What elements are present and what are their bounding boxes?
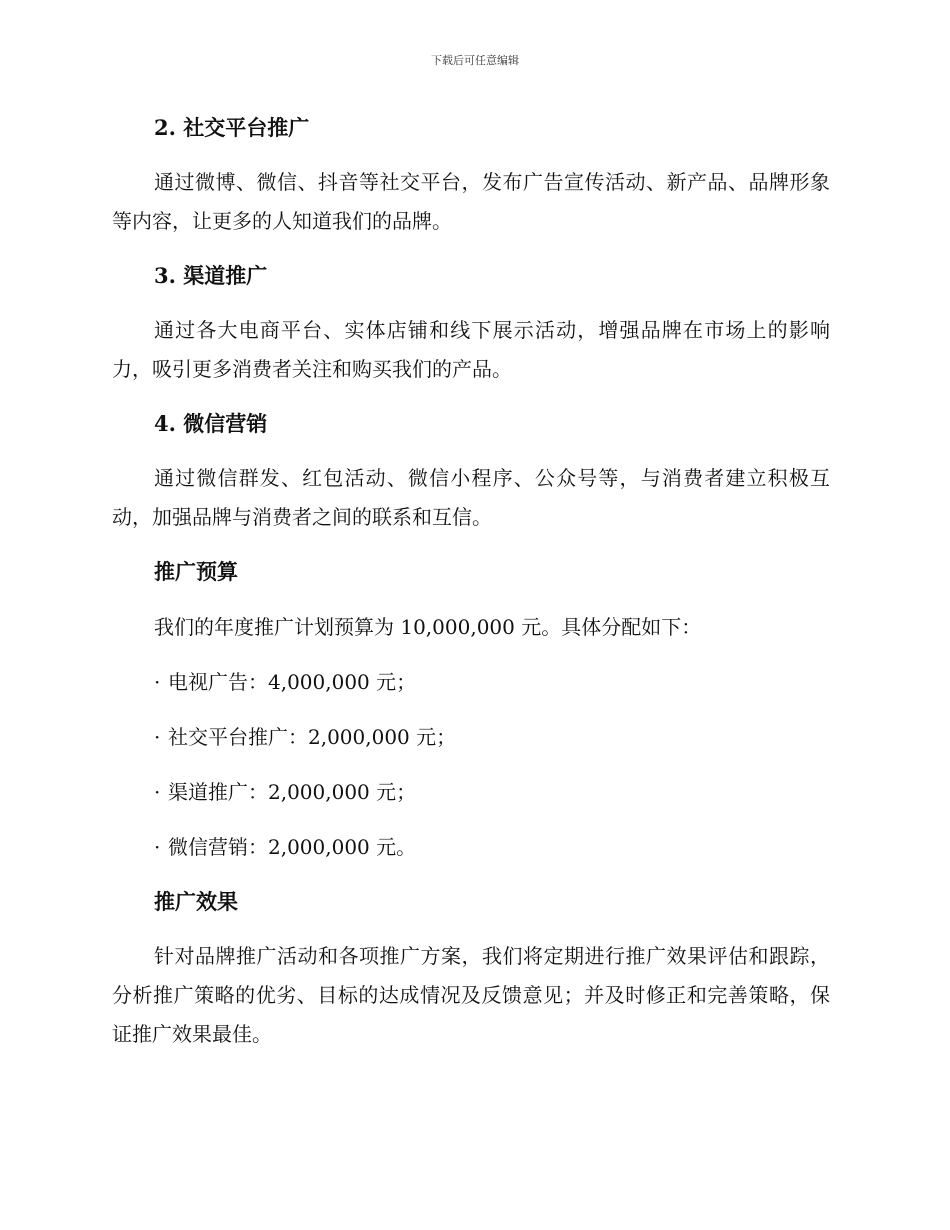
budget-item-social (112, 717, 830, 757)
bullet-dot: · (154, 835, 161, 859)
budget-item-text: 渠道推广：2,000,000 元； (168, 780, 417, 804)
section-heading-budget: 推广预算 (154, 559, 238, 584)
budget-item-text: 电视广告：4,000,000 元； (168, 670, 417, 694)
document-body (112, 108, 830, 1069)
budget-item-tv (112, 662, 830, 702)
budget-item-text: 微信营销：2,000,000 元。 (168, 835, 417, 859)
section-heading-effect: 推广效果 (154, 889, 238, 914)
section-heading-wechat: 4. 微信营销 (154, 411, 268, 436)
budget-item-text: 社交平台推广：2,000,000 元； (168, 725, 457, 749)
paragraph-social-platform: 通过微博、微信、抖音等社交平台，发布广告宣传活动、新产品、品牌形象等内容，让更多的人知道我们的品牌。 (112, 170, 830, 233)
bullet-dot: · (154, 780, 161, 804)
section-heading-channel: 3. 渠道推广 (154, 263, 268, 288)
budget-item-channel (112, 772, 830, 812)
bullet-dot: · (154, 670, 161, 694)
section-heading-social-platform: 2. 社交平台推广 (154, 115, 310, 140)
page-header: 下载后可任意编辑 (431, 54, 519, 67)
bullet-dot: · (154, 725, 161, 749)
paragraph-wechat: 通过微信群发、红包活动、微信小程序、公众号等，与消费者建立积极互动，加强品牌与消费者之间的联系和互信。 (112, 466, 830, 529)
budget-item-wechat (112, 827, 830, 867)
budget-intro: 我们的年度推广计划预算为 10,000,000 元。具体分配如下： (154, 615, 702, 639)
paragraph-channel: 通过各大电商平台、实体店铺和线下展示活动，增强品牌在市场上的影响力，吸引更多消费者关注和购买我们的产品。 (112, 318, 830, 381)
paragraph-effect: 针对品牌推广活动和各项推广方案，我们将定期进行推广效果评估和跟踪，分析推广策略的优劣、目标的达成情况及反馈意见；并及时修正和完善策略，保证推广效果最佳。 (112, 944, 830, 1046)
